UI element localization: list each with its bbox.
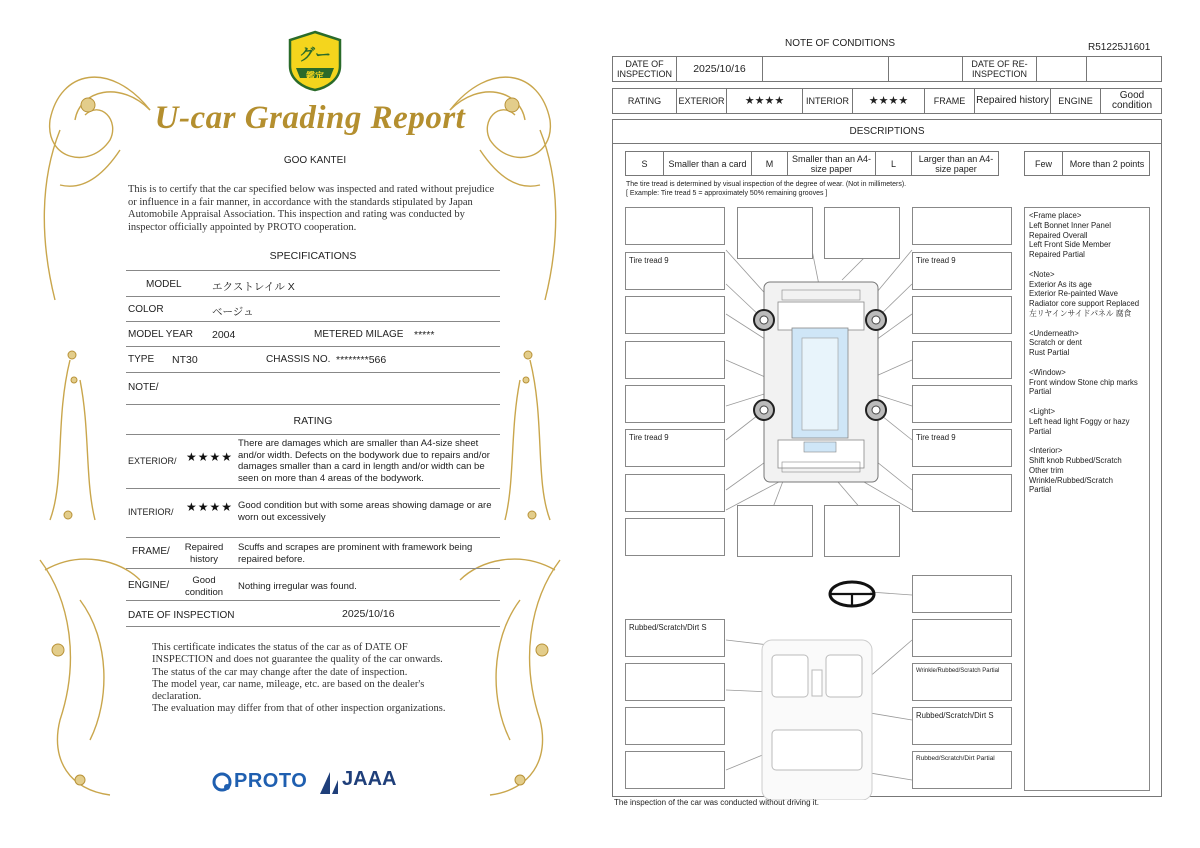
type-row-line	[126, 372, 500, 373]
damage-note-box	[625, 296, 725, 334]
specs-divider	[126, 270, 500, 271]
proto-logo-icon	[212, 772, 234, 794]
exterior-stars: ★★★★	[727, 89, 803, 113]
reinspection-empty	[1087, 57, 1163, 81]
size-s-desc: Smaller than a card	[664, 152, 752, 175]
note-of-conditions	[600, 0, 1200, 848]
jaaa-logo-icon	[318, 770, 340, 796]
damage-note-box	[912, 207, 1012, 245]
interior-notes	[1029, 446, 1145, 495]
engine-label: ENGINE	[1051, 89, 1101, 113]
size-m-desc: Smaller than an A4-size paper	[788, 152, 876, 175]
mileage-value: *****	[414, 329, 435, 341]
frame-value: Repaired history	[975, 89, 1051, 113]
footer-line: The evaluation may differ from that of other inspection organizations.	[152, 703, 446, 715]
model-year-label: MODEL YEAR	[128, 329, 194, 340]
general-notes	[1029, 270, 1145, 319]
footer-line: This certificate indicates the status of the car as of DATE OF	[152, 642, 408, 653]
frame-label: FRAME	[925, 89, 975, 113]
light-notes	[1029, 407, 1145, 436]
size-s: S	[626, 152, 664, 175]
color-value: ベージュ	[212, 306, 254, 318]
note-line: <Underneath>	[1029, 328, 1079, 338]
rating-heading: RATING	[293, 415, 333, 427]
exterior-stars: ★★★★	[186, 450, 234, 464]
date-of-inspection-label: DATE OF INSPECTION	[613, 57, 677, 81]
frame-value: Repaired history	[184, 542, 224, 565]
color-label: COLOR	[128, 304, 164, 315]
note-line: Partial	[1029, 387, 1052, 397]
type-label: TYPE	[128, 354, 155, 365]
chassis-value: ********566	[336, 354, 387, 366]
interior-note-box	[912, 663, 1012, 701]
size-l: L	[876, 152, 912, 175]
damage-note-box	[625, 207, 725, 245]
model-value: エクストレイル X	[212, 281, 295, 293]
color-row-line	[126, 321, 500, 322]
note-line: Exterior As its age	[1029, 279, 1092, 289]
specifications-heading: SPECIFICATIONS	[269, 250, 357, 262]
note-line: Wrinkle/Rubbed/Scratch	[1029, 475, 1113, 485]
damage-note-box	[824, 207, 900, 259]
damage-note-box	[625, 474, 725, 512]
tire-front-left: Tire tread 9	[629, 256, 669, 265]
damage-note-box	[625, 751, 725, 789]
damage-note-box	[912, 575, 1012, 613]
damage-note-box	[824, 505, 900, 557]
tire-rear-left-box	[625, 429, 725, 467]
model-year-value: 2004	[212, 329, 236, 341]
note-line: Scratch or dent	[1029, 338, 1082, 348]
note-line: <Frame place>	[1029, 211, 1082, 220]
interior-label: INTERIOR/	[128, 507, 174, 517]
damage-note-box	[912, 296, 1012, 334]
frame-row-line	[126, 568, 500, 569]
certificate-footer	[152, 642, 492, 716]
note-line: Partial	[1029, 426, 1052, 436]
year-row-line	[126, 346, 500, 347]
note-line: Exterior Re-painted Wave	[1029, 289, 1118, 299]
interior-row-line	[126, 537, 500, 538]
damage-note-box	[912, 619, 1012, 657]
size-m: M	[752, 152, 788, 175]
size-l-desc: Larger than an A4-size paper	[918, 153, 994, 174]
interior-stars: ★★★★	[186, 500, 234, 514]
tire-front-right: Tire tread 9	[916, 256, 956, 265]
date-of-inspection-value: 2025/10/16	[677, 57, 763, 81]
damage-note-box	[912, 474, 1012, 512]
note-line: Front window Stone chip marks	[1029, 377, 1138, 387]
damage-note-box	[625, 341, 725, 379]
interior-label: INTERIOR	[803, 89, 853, 113]
model-label: MODEL	[146, 279, 182, 290]
footer-line: The model year, car name, mileage, etc. are based on the dealer's	[152, 678, 425, 690]
date-empty-cell	[763, 57, 889, 81]
note-line: <Light>	[1029, 406, 1056, 416]
note-line: Other trim	[1029, 465, 1064, 475]
size-legend	[625, 151, 999, 176]
note-line: Shift knob Rubbed/Scratch	[1029, 455, 1122, 465]
note-line: 左リヤインサイドパネル 腐食	[1029, 308, 1132, 318]
condition-notes-list	[1024, 207, 1150, 791]
note-line: Left Bonnet Inner Panel	[1029, 220, 1111, 230]
report-footer: The inspection of the car was conducted without driving it.	[614, 798, 819, 807]
engine-value: Good condition	[1111, 90, 1153, 111]
note-line: Left head light Foggy or hazy	[1029, 416, 1130, 426]
note-line: <Window>	[1029, 367, 1066, 377]
descriptions-heading: DESCRIPTIONS	[849, 126, 925, 137]
frame-label: FRAME/	[132, 546, 170, 557]
more-than-label: More than 2 points	[1069, 158, 1145, 169]
tire-front-right-box	[912, 252, 1012, 290]
damage-note-box	[625, 707, 725, 745]
badge-bottom-text: 鑑定	[305, 71, 324, 81]
note-line: <Interior>	[1029, 446, 1063, 456]
exterior-description: There are damages which are smaller than A4-size sheet and/or width. Defects on the bodywork due to repairs and/or damages smaller than a card in length and/or width can be seen on more than 4 areas of the bodywork.	[238, 438, 490, 484]
note-line: <Note>	[1029, 269, 1055, 279]
note-row-line	[126, 404, 500, 405]
engine-row-line	[126, 600, 500, 601]
interior-stars: ★★★★	[853, 89, 925, 113]
few-label: Few	[1025, 152, 1063, 175]
footer-line: declaration.	[152, 691, 202, 703]
damage-note-box	[737, 505, 813, 557]
damage-note-box	[912, 341, 1012, 379]
reinspection-value	[1037, 57, 1087, 81]
type-value: NT30	[172, 354, 198, 366]
certificate-subtitle: GOO KANTEI	[283, 155, 347, 166]
count-legend	[1024, 151, 1150, 176]
tire-rear-right-box	[912, 429, 1012, 467]
date-value: 2025/10/16	[342, 608, 395, 620]
proto-logo-text: PROTO	[234, 770, 308, 792]
tire-front-left-box	[625, 252, 725, 290]
damage-note-box	[625, 663, 725, 701]
report-title: NOTE OF CONDITIONS	[785, 38, 895, 49]
damage-note-box	[625, 385, 725, 423]
engine-value: Good condition	[184, 575, 224, 598]
interior-note-box	[625, 619, 725, 657]
footer-line: INSPECTION and does not guarantee the quality of the car onwards.	[152, 654, 443, 666]
certificate-title: U-car Grading Report	[154, 100, 466, 136]
note-line: Left Front Side Member	[1029, 240, 1111, 250]
exterior-label: EXTERIOR/	[128, 456, 177, 466]
note-line: Repaired Overall	[1029, 230, 1088, 240]
interior-description: Good condition but with some areas showing damage or are worn out excessively	[238, 500, 492, 523]
window-notes	[1029, 368, 1145, 397]
exterior-label: EXTERIOR	[677, 89, 727, 113]
note-line: Partial	[1029, 485, 1052, 495]
badge-top-text: グー	[298, 47, 331, 64]
rating-divider	[126, 434, 500, 435]
reinspection-label: DATE OF RE-INSPECTION	[963, 57, 1037, 81]
interior-note-4: Rubbed/Scratch/Dirt Partial	[916, 755, 995, 762]
note-line: Radiator core support Replaced	[1029, 299, 1140, 309]
tread-note-line: [ Example: Tire tread 5 = approximately 50% remaining grooves ]	[626, 190, 828, 197]
model-row-line	[126, 296, 500, 297]
damage-note-box	[912, 385, 1012, 423]
descriptions-divider	[612, 143, 1162, 144]
frame-description: Scuffs and scrapes are prominent with framework being repaired before.	[238, 542, 473, 565]
underneath-notes	[1029, 329, 1145, 358]
tire-rear-left: Tire tread 9	[629, 433, 669, 442]
interior-note-3: Rubbed/Scratch/Dirt S	[916, 711, 994, 720]
date-label: DATE OF INSPECTION	[128, 610, 235, 621]
note-line: Rust Partial	[1029, 348, 1070, 358]
rating-label: RATING	[613, 89, 677, 113]
interior-note-box	[912, 707, 1012, 745]
footer-line: The status of the car may change after the date of inspection.	[152, 666, 408, 678]
tread-note	[626, 180, 906, 198]
rating-row	[612, 88, 1162, 114]
interior-note-1: Rubbed/Scratch/Dirt S	[629, 623, 707, 632]
date-row	[612, 56, 1162, 82]
note-label: NOTE/	[128, 382, 159, 393]
mileage-label: METERED MILAGE	[314, 329, 404, 340]
date-empty-cell	[889, 57, 963, 81]
engine-label: ENGINE/	[128, 580, 170, 591]
certificate-intro: This is to certify that the car specified below was inspected and rated without prejudice or influence in a fair manner, in accordance with the standards stipulated by Japan Automobile Appraisal Association. This inspection and rating was conducted by inspector officially appointed by PROTO cooperation.	[128, 184, 495, 233]
chassis-label: CHASSIS NO.	[266, 354, 331, 365]
interior-note-2: Wrinkle/Rubbed/Scratch Partial	[916, 668, 1000, 674]
damage-note-box	[737, 207, 813, 259]
damage-note-box	[625, 518, 725, 556]
report-id: R51225J1601	[1088, 42, 1151, 53]
interior-note-box	[912, 751, 1012, 789]
note-line: Repaired Partial	[1029, 250, 1085, 260]
tire-rear-right: Tire tread 9	[916, 433, 956, 442]
jaaa-logo-text: JAAA	[342, 768, 397, 790]
frame-place-notes	[1029, 211, 1145, 260]
date-row-line	[126, 626, 500, 627]
engine-description: Nothing irregular was found.	[238, 581, 357, 592]
exterior-row-line	[126, 488, 500, 489]
tread-note-line: The tire tread is determined by visual inspection of the degree of wear. (Not in millimeters).	[626, 181, 907, 188]
